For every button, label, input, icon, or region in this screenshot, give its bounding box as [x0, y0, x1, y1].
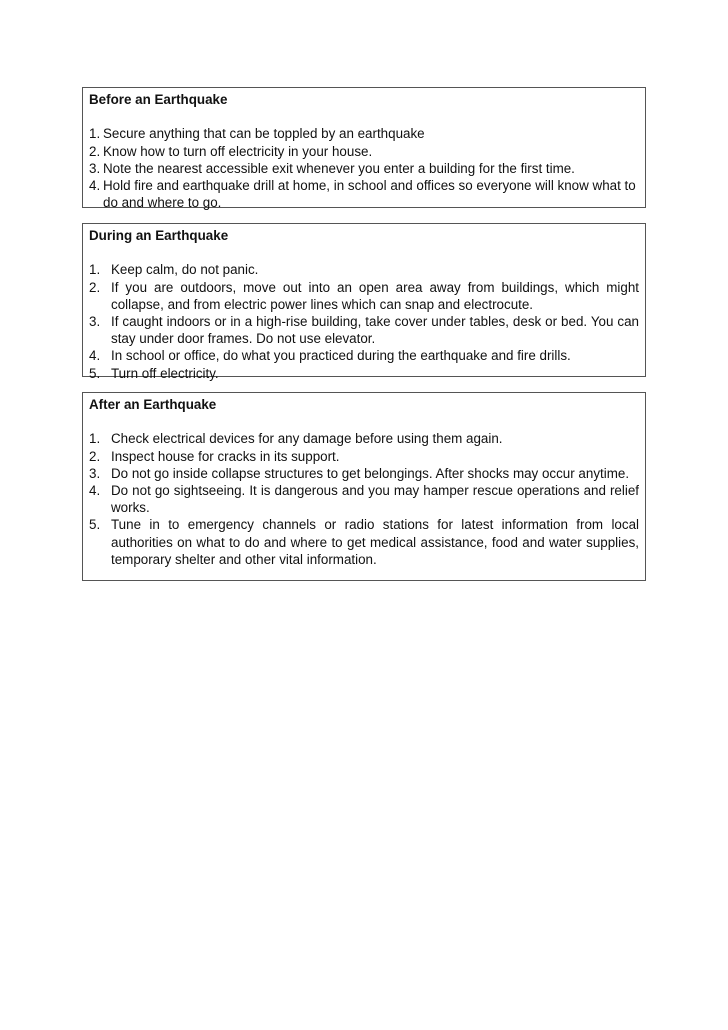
item-text: In school or office, do what you practiced during the earthquake and fire drills.: [111, 348, 571, 364]
list-item: [89, 482, 639, 516]
item-number: 1.: [89, 262, 101, 278]
item-text: Keep calm, do not panic.: [111, 262, 259, 278]
item-text: Secure anything that can be toppled by an earthquake: [103, 126, 425, 142]
instruction-list: [89, 125, 639, 211]
list-item: [89, 448, 639, 465]
list-item: [89, 430, 639, 447]
item-text: If caught indoors or in a high-rise building, take cover under tables, desk or bed. You can stay under door frames. Do not use elevator.: [111, 314, 639, 347]
after-earthquake-box: [82, 392, 646, 581]
item-number: 5.: [89, 365, 101, 381]
list-item: [89, 160, 639, 177]
list-item: [89, 261, 639, 278]
during-earthquake-box: [82, 223, 646, 381]
item-text: Turn off electricity.: [111, 365, 219, 381]
item-number: 4.: [89, 178, 101, 193]
list-item: [89, 125, 639, 142]
item-text: Inspect house for cracks in its support.: [111, 448, 340, 464]
item-text: If you are outdoors, move out into an open area away from buildings, which might collapse, and from electric power lines which can snap and electrocute.: [111, 279, 639, 312]
item-number: 3.: [89, 314, 101, 329]
item-text: Tune in to emergency channels or radio stations for latest information from local authorities on what to do and where to get medical assistance, food and water supplies, temporary shelter and other vital information.: [111, 517, 639, 567]
list-item: [89, 313, 639, 347]
item-text: Hold fire and earthquake drill at home, in school and offices so everyone will know what to do and where to go.: [103, 178, 636, 211]
item-number: 5.: [89, 517, 101, 533]
item-text: Check electrical devices for any damage before using them again.: [111, 431, 503, 447]
item-number: 3.: [89, 465, 101, 481]
item-number: 2.: [89, 448, 101, 464]
list-item: [89, 347, 639, 364]
list-item: [89, 365, 639, 382]
item-number: 1.: [89, 431, 101, 447]
list-item: [89, 516, 639, 568]
item-number: 4.: [89, 348, 101, 364]
section-title: After an Earthquake: [89, 397, 217, 412]
item-number: 3.: [89, 160, 101, 176]
section-title: Before an Earthquake: [89, 92, 228, 107]
instruction-list: [89, 430, 639, 568]
item-text: Note the nearest accessible exit whenever you enter a building for the first time.: [103, 160, 575, 176]
list-item: [89, 465, 639, 482]
list-item: [89, 279, 639, 313]
item-text: Know how to turn off electricity in your house.: [103, 143, 373, 159]
list-item: [89, 177, 639, 211]
item-text: Do not go sightseeing. It is dangerous and you may hamper rescue operations and relief works.: [111, 483, 639, 516]
list-item: [89, 143, 639, 160]
item-number: 2.: [89, 279, 101, 295]
item-text: Do not go inside collapse structures to get belongings. After shocks may occur anytime.: [111, 465, 630, 481]
before-earthquake-box: [82, 87, 646, 211]
item-number: 4.: [89, 483, 101, 498]
instruction-list: [89, 261, 639, 381]
item-number: 1.: [89, 126, 101, 142]
section-title: During an Earthquake: [89, 228, 229, 243]
item-number: 2.: [89, 143, 101, 159]
